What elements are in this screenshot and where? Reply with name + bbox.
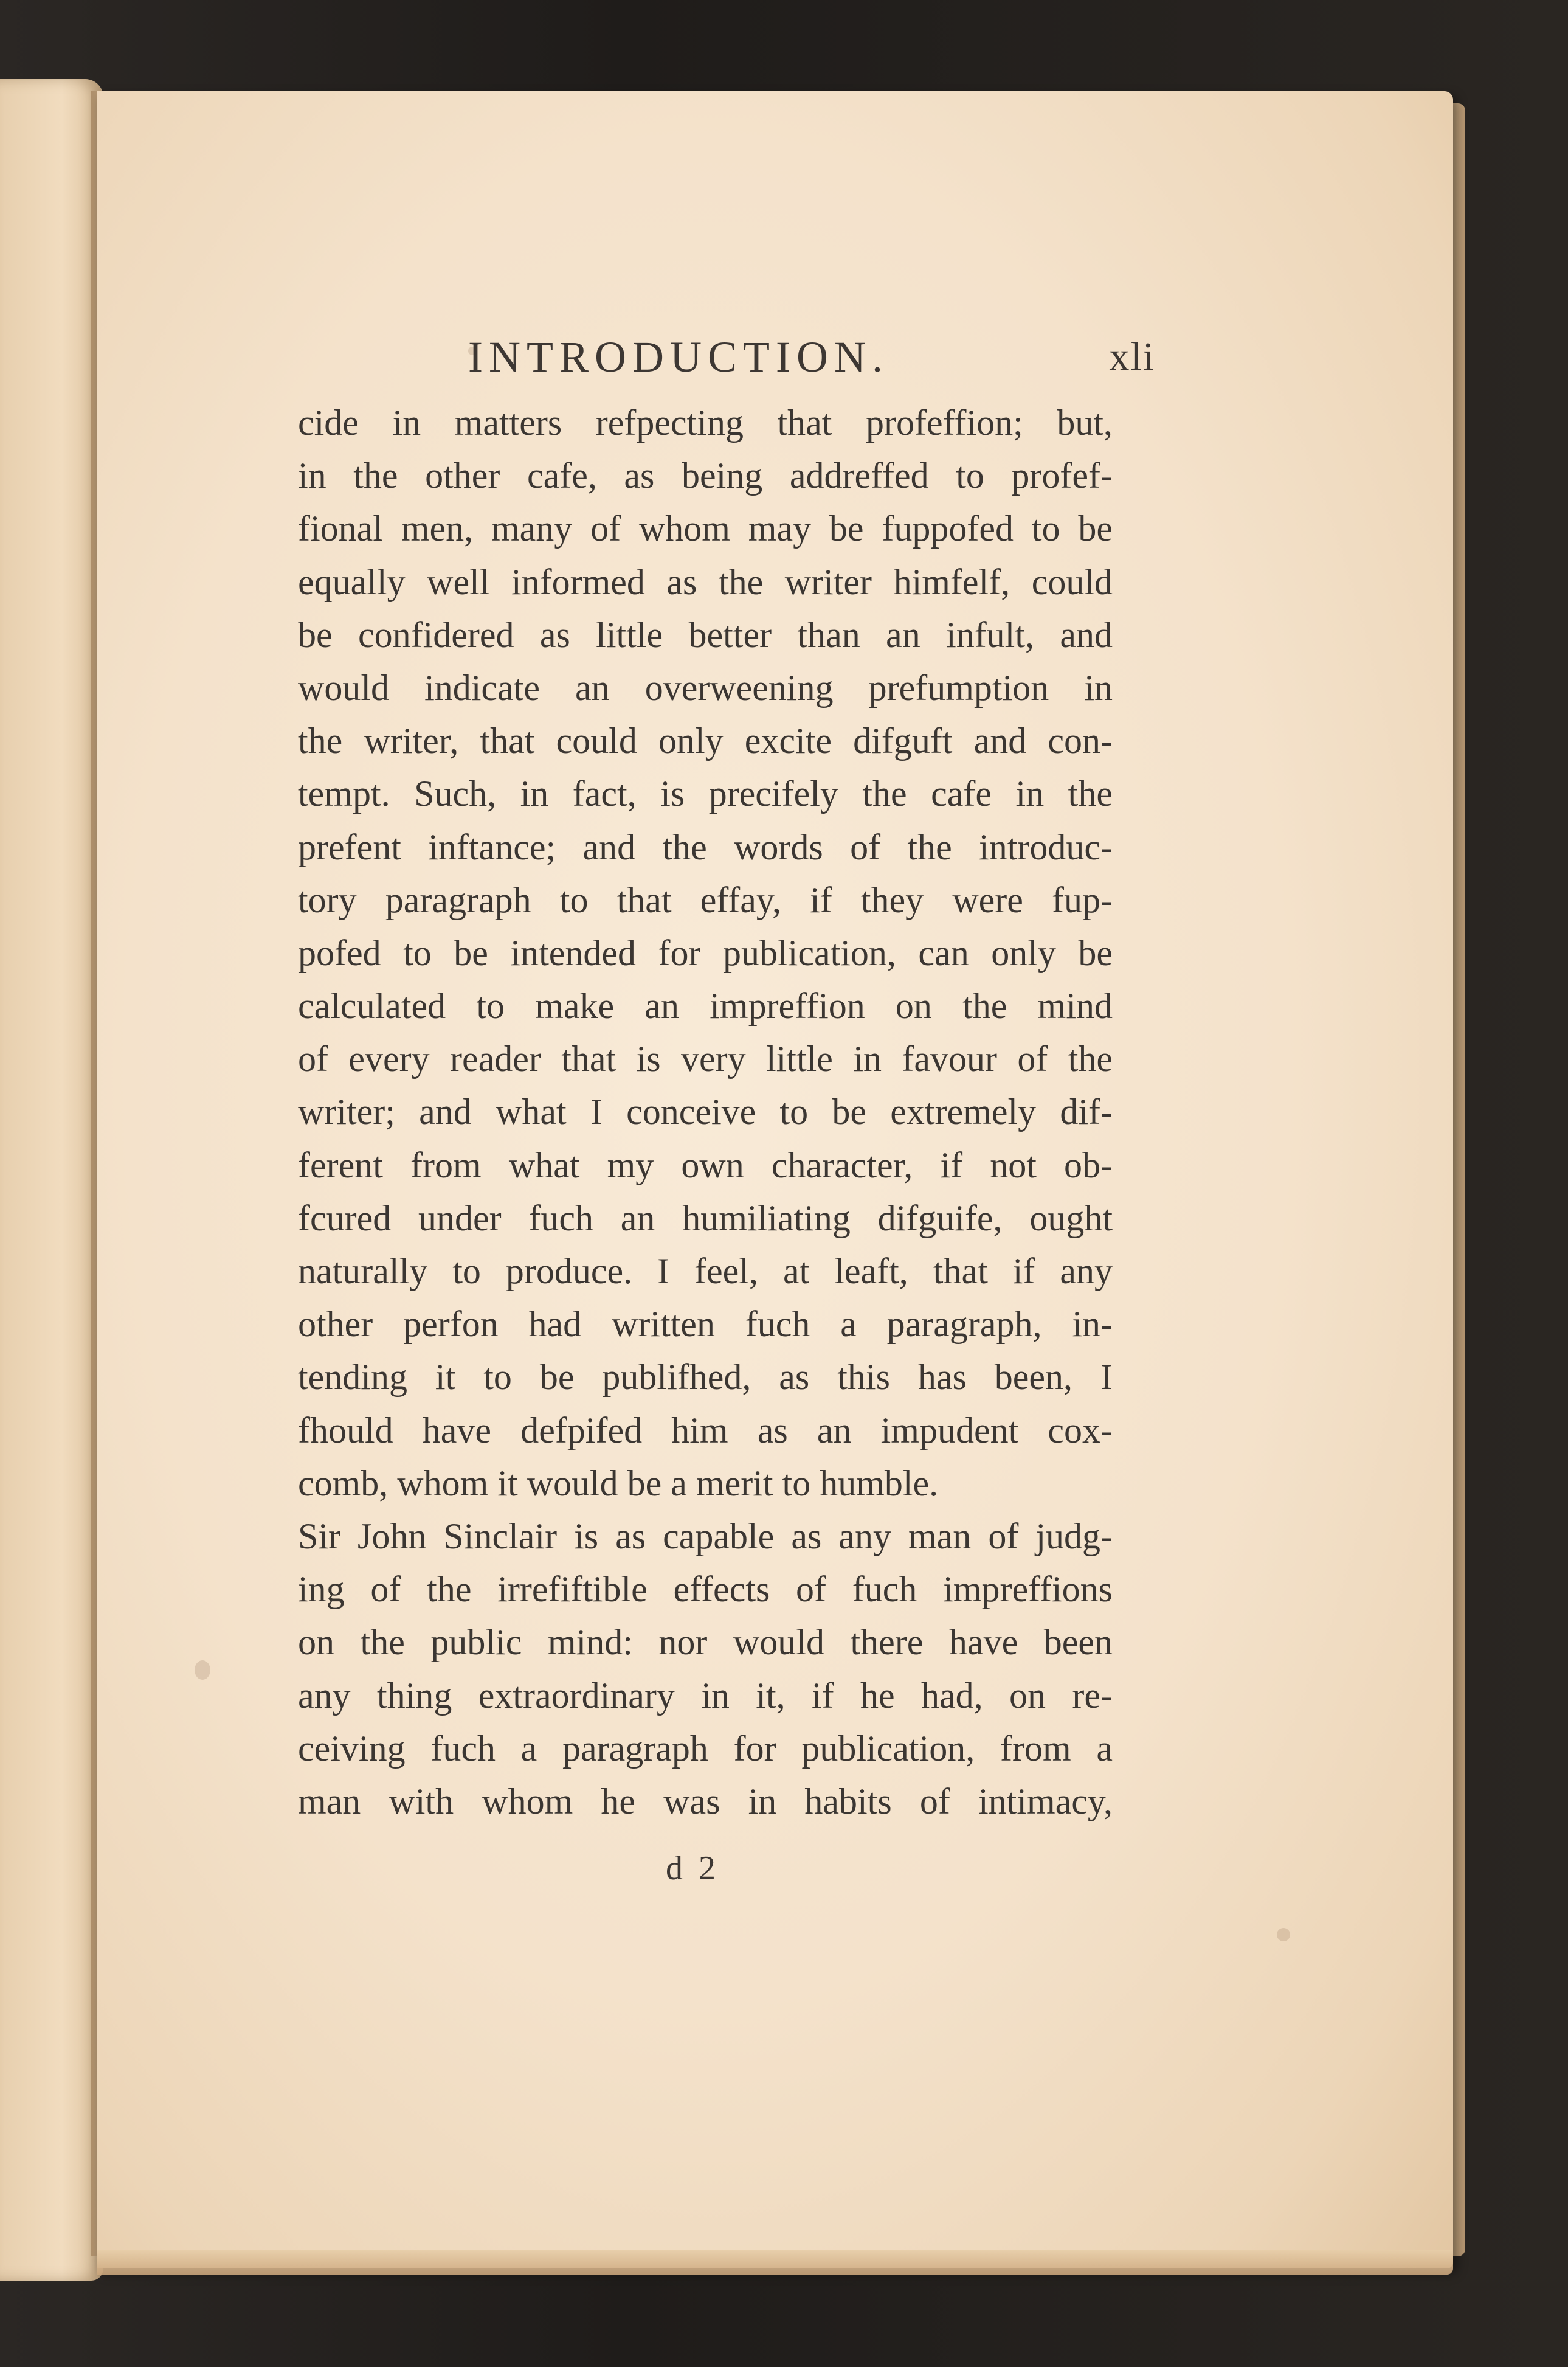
text-line: fional men, many of whom may be fuppofed to be: [298, 508, 1113, 549]
text-line: fhould have defpifed him as an impudent cox-: [298, 1410, 1113, 1450]
paper-spot: [195, 1660, 210, 1680]
running-title: INTRODUCTION.: [468, 333, 889, 381]
previous-page-edge: [0, 79, 103, 2281]
text-line: other perfon had written fuch a paragraph, in-: [298, 1304, 1113, 1345]
text-line: Sir John Sinclair is as capable as any man of judg-: [298, 1516, 1113, 1556]
text-line: on the public mind: nor would there have been: [298, 1622, 1113, 1663]
text-line: equally well informed as the writer himfelf, could: [298, 561, 1113, 602]
running-head: [292, 330, 1155, 384]
text-line: would indicate an overweening prefumption in: [298, 667, 1113, 708]
page-bottom-edge: [97, 2250, 1453, 2275]
text-line: pofed to be intended for publication, can only be: [298, 932, 1113, 973]
text-line: writer; and what I conceive to be extremely dif-: [298, 1092, 1113, 1132]
text-line: of every reader that is very little in favour of the: [298, 1039, 1113, 1080]
text-line: cide in matters refpecting that profeffion; but,: [298, 403, 1113, 443]
text-line: comb, whom it would be a merit to humble.: [298, 1463, 939, 1503]
text-line: ferent from what my own character, if not ob-: [298, 1145, 1113, 1185]
text-line: naturally to produce. I feel, at leaft, that if any: [298, 1251, 1113, 1291]
signature-mark: d 2: [666, 1849, 719, 1887]
paper-spot: [1277, 1928, 1290, 1941]
text-line: the writer, that could only excite difguft and con-: [298, 721, 1113, 761]
text-line: prefent inftance; and the words of the introduc-: [298, 827, 1113, 867]
text-line: ceiving fuch a paragraph for publication, from a: [298, 1728, 1113, 1769]
text-line: tempt. Such, in fact, is precifely the cafe in the: [298, 774, 1113, 814]
text-line: fcured under fuch an humiliating difguife, ought: [298, 1197, 1113, 1238]
page-number: xli: [1109, 334, 1155, 379]
text-line: tending it to be publifhed, as this has been, I: [298, 1357, 1113, 1398]
text-line: be confidered as little better than an infult, and: [298, 614, 1113, 655]
text-line: ing of the irrefiftible effects of fuch impreffions: [298, 1569, 1113, 1610]
text-line: any thing extraordinary in it, if he had, on re-: [298, 1675, 1113, 1716]
text-line: calculated to make an impreffion on the mind: [298, 986, 1113, 1027]
body-text: [298, 397, 1113, 1828]
text-line: man with whom he was in habits of intimacy,: [298, 1781, 1113, 1821]
text-line: tory paragraph to that effay, if they were fup-: [298, 879, 1113, 920]
text-line: in the other cafe, as being addreffed to profef-: [298, 456, 1113, 496]
